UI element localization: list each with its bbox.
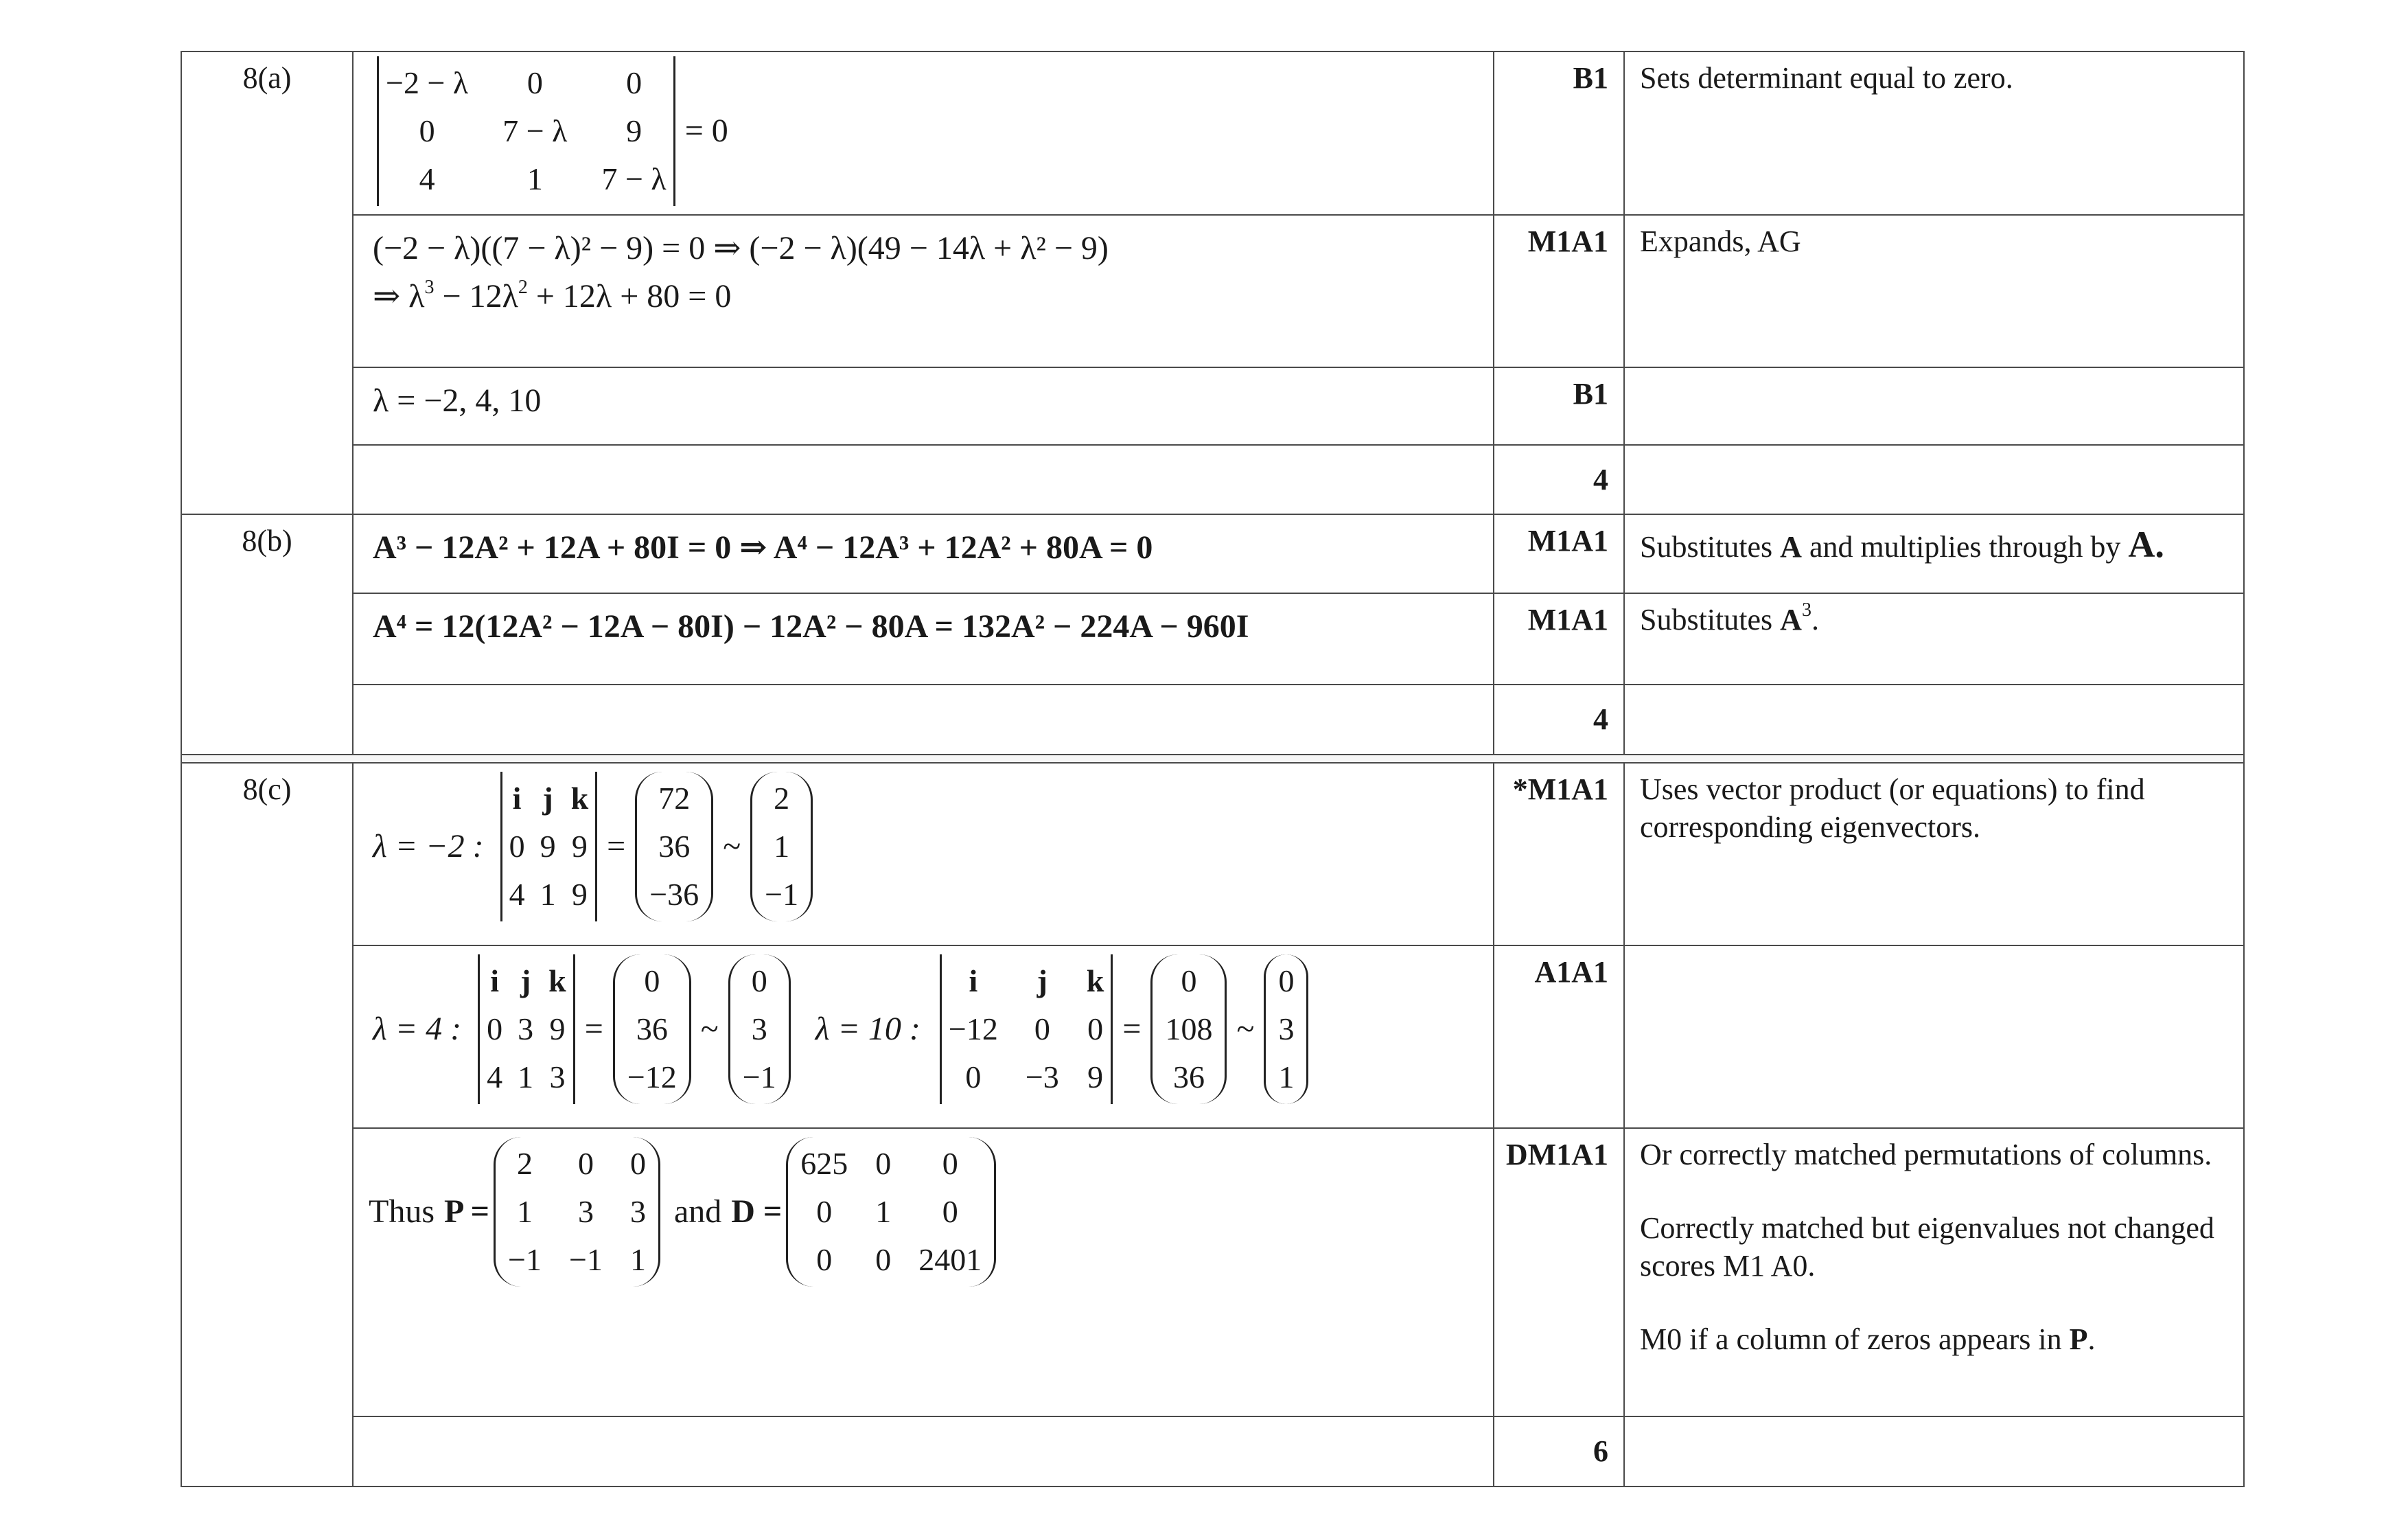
cross-product-det: i j k 0 9 9 4 1 9 — [500, 772, 598, 921]
row-8b-1 — [181, 514, 2244, 593]
mark-cell: B1 — [1494, 51, 1624, 215]
question-number-8c: 8(c) — [181, 763, 353, 1487]
total-mark: 4 — [1494, 685, 1624, 755]
guidance-cell: Or correctly matched permutations of columns. Correctly matched but eigenvalues not changed scores M1 A0. M0 if a column of zeros appears in P. — [1624, 1128, 2244, 1416]
question-number-8a: 8(a) — [181, 51, 353, 514]
matrix-D: 625 0 0 0 1 0 0 0 2401 — [786, 1137, 996, 1287]
guidance-cell: Expands, AG — [1624, 215, 2244, 367]
answer-cell — [353, 215, 1494, 367]
eigenvector: 0 3 1 — [1264, 954, 1308, 1104]
section-separator — [181, 755, 2244, 763]
answer-cell: λ = 4 : i j k 0 3 9 4 1 3 = 0 36 −12 ~ 0 3 −1 λ = 10 : i j k −12 0 0 0 −3 9 = 0 108 36 ~ 0 3 1 — [353, 945, 1494, 1128]
det-a-cell: 4 — [419, 161, 435, 197]
mark-cell: B1 — [1494, 367, 1624, 445]
mark-cell: M1A1 — [1494, 215, 1624, 367]
vector-product-result: 0 108 36 — [1150, 954, 1227, 1104]
eigenvector: 2 1 −1 — [750, 772, 813, 921]
lambda-label: λ = −2 : — [373, 828, 484, 864]
mark-cell: DM1A1 — [1494, 1128, 1624, 1416]
answer-cell: Thus P = 2 0 0 1 3 3 −1 −1 1 and D = 625 0 0 0 1 0 0 0 2401 — [353, 1128, 1494, 1416]
det-a-cell: 1 — [526, 161, 543, 197]
row-8c-3 — [181, 1128, 2244, 1416]
det-a-cell: 9 — [626, 113, 642, 149]
det-a-cell: 7 − λ — [601, 161, 667, 197]
equals-zero: = 0 — [684, 113, 728, 149]
det-a-cell: −2 − λ — [386, 65, 469, 101]
vector-product-result: 0 36 −12 — [613, 954, 691, 1104]
row-8a-2 — [181, 215, 2244, 367]
row-8c-total — [181, 1416, 2244, 1487]
total-mark: 6 — [1494, 1416, 1624, 1487]
det-a-cell: 7 − λ — [502, 113, 568, 149]
row-8a-1 — [181, 51, 2244, 215]
vector-product-result: 72 36 −36 — [635, 772, 713, 921]
det-a-cell: 0 — [419, 113, 435, 149]
mark-cell: A1A1 — [1494, 945, 1624, 1128]
det-a-cell: 0 — [626, 65, 642, 101]
cayley-hamilton-line: A³ − 12A² + 12A + 80I = 0 ⇒ A⁴ − 12A³ + 12A² + 80A = 0 — [373, 529, 1153, 566]
cross-product-det: i j k −12 0 0 0 −3 9 — [940, 954, 1113, 1104]
guidance-cell: Sets determinant equal to zero. — [1624, 51, 2244, 215]
det-a-cell: 0 — [526, 65, 543, 101]
eigenvalues: λ = −2, 4, 10 — [373, 382, 542, 419]
answer-cell — [353, 367, 1494, 445]
answer-cell — [353, 514, 1494, 593]
guidance-cell — [1624, 367, 2244, 445]
row-8b-2 — [181, 593, 2244, 685]
mark-scheme-table — [181, 51, 2245, 1487]
eigenvector: 0 3 −1 — [728, 954, 791, 1104]
determinant-a — [377, 56, 675, 206]
question-number-8b: 8(b) — [181, 514, 353, 755]
total-mark: 4 — [1494, 445, 1624, 514]
answer-cell: λ = −2 : i j k 0 9 9 4 1 9 = 72 36 −36 ~ 2 1 −1 — [353, 763, 1494, 945]
answer-cell — [353, 51, 1494, 215]
matrix-P: 2 0 0 1 3 3 −1 −1 1 — [494, 1137, 660, 1287]
mark-cell: M1A1 — [1494, 593, 1624, 685]
guidance-cell: Substitutes $A^3$. — [1624, 593, 2244, 685]
mark-cell: M1A1 — [1494, 514, 1624, 593]
row-8b-total — [181, 685, 2244, 755]
row-8c-1 — [181, 763, 2244, 945]
guidance-cell: Substitutes A and multiplies through by A. — [1624, 514, 2244, 593]
row-8a-total — [181, 445, 2244, 514]
guidance-cell: Uses vector product (or equations) to find corresponding eigenvectors. — [1624, 763, 2244, 945]
cross-product-det: i j k 0 3 9 4 1 3 — [478, 954, 575, 1104]
a4-expression: A⁴ = 12(12A² − 12A − 80I) − 12A² − 80A = 132A² − 224A − 960I — [373, 608, 1249, 645]
expansion-line-1: (−2 − λ)((7 − λ)² − 9) = 0 ⇒ (−2 − λ)(49 − 14λ + λ² − 9) — [373, 230, 1109, 266]
row-8c-2 — [181, 945, 2244, 1128]
answer-cell — [353, 593, 1494, 685]
mark-cell: *M1A1 — [1494, 763, 1624, 945]
row-8a-3 — [181, 367, 2244, 445]
expansion-line-2: ⇒ $\lambda^3 - 12\lambda^2 + 12\lambda + 80 = 0$ — [373, 277, 732, 314]
